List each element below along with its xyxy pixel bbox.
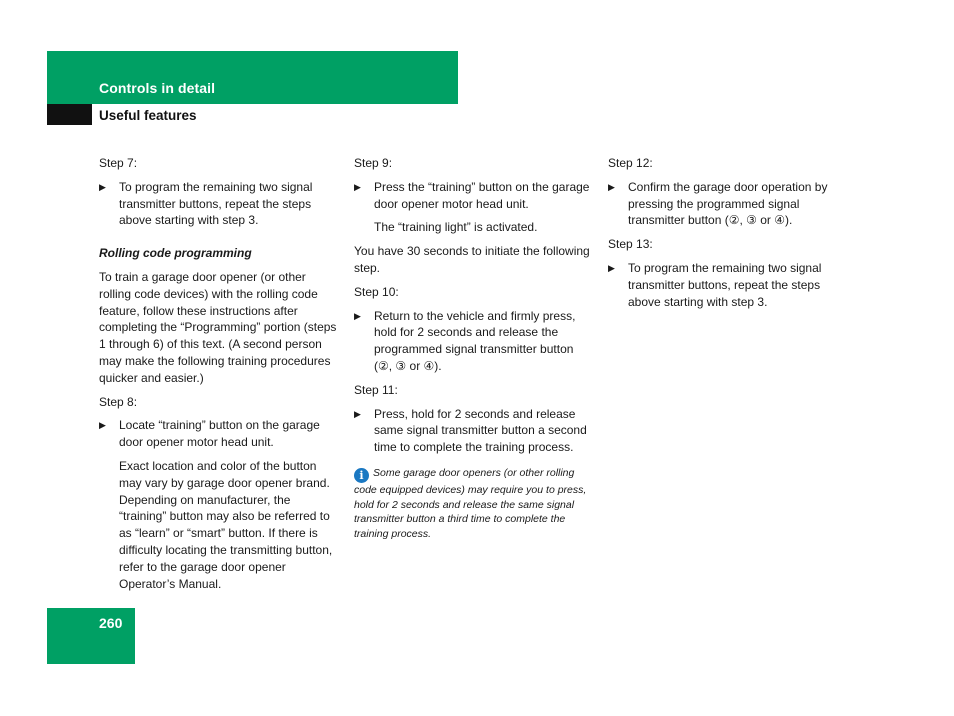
column-1 — [99, 155, 339, 599]
step-12-label: Step 12: — [608, 156, 653, 170]
step-10-label: Step 10: — [354, 284, 399, 299]
step-9-instruction — [354, 179, 594, 213]
step-9-text: Press the “training” button on the garage door opener motor head unit. — [374, 179, 590, 211]
step-9-label: Step 9: — [354, 156, 393, 170]
subsection-title: Useful features — [99, 108, 197, 123]
column-2 — [354, 155, 594, 541]
step-13-text: To program the remaining two signal transmitter buttons, repeat the steps above starting with step 3. — [628, 260, 822, 309]
step-8-text: Locate “training” button on the garage door opener motor head unit. — [119, 418, 320, 450]
bullet-arrow-icon: ▶ — [99, 181, 106, 192]
step-7-instruction — [99, 179, 339, 229]
step-7-text: To program the remaining two signal transmitter buttons, repeat the steps above starting with step 3. — [119, 179, 313, 228]
bullet-arrow-icon: ▶ — [354, 408, 361, 419]
step-13-label: Step 13: — [608, 237, 653, 252]
step-10-text: Return to the vehicle and firmly press, hold for 2 seconds and release the programmed signal transmitter button (②, ③ or ④). — [374, 308, 576, 373]
step-12-text: Confirm the garage door operation by pressing the programmed signal transmitter button (②, ③ or ④). — [628, 179, 828, 228]
step-11-text: Press, hold for 2 seconds and release same signal transmitter button a second time to complete the training process. — [374, 406, 587, 455]
header-band — [47, 51, 458, 104]
column-3 — [608, 155, 848, 317]
step-9-detail: The “training light” is activated. — [374, 220, 538, 235]
bullet-arrow-icon: ▶ — [354, 310, 361, 321]
seconds-text: You have 30 seconds to initiate the following step. — [354, 244, 590, 275]
bullet-arrow-icon: ▶ — [608, 181, 615, 192]
step-11-label: Step 11: — [354, 382, 398, 397]
section-marker — [47, 104, 92, 125]
step-10-instruction — [354, 308, 594, 375]
step-11-instruction — [354, 406, 594, 456]
bullet-arrow-icon: ▶ — [99, 420, 106, 431]
info-icon: i — [354, 468, 369, 483]
bullet-arrow-icon: ▶ — [608, 262, 615, 273]
page-number: 260 — [99, 615, 123, 631]
step-8-label: Step 8: — [99, 394, 138, 409]
rolling-code-intro: To train a garage door opener (or other rolling code devices) with the rolling code feature, follow these instructions after completing the “Programming” portion (steps 1 through 6) of this text. (A second person may make the following training procedures quicker and easier.) — [99, 269, 337, 385]
bullet-arrow-icon: ▶ — [354, 181, 361, 192]
step-13-instruction — [608, 260, 848, 310]
step-8-instruction — [99, 417, 339, 451]
step-12-instruction — [608, 179, 848, 229]
info-note — [354, 466, 594, 541]
info-note-text: Some garage door openers (or other rolling code equipped devices) may require you to press, hold for 2 seconds and release the same signal transmitter button a third time to complete the training process. — [354, 466, 587, 540]
section-title: Controls in detail — [99, 80, 216, 96]
step-7-label: Step 7: — [99, 156, 138, 170]
rolling-code-heading: Rolling code programming — [99, 246, 252, 261]
step-8-detail: Exact location and color of the button may vary by garage door opener brand. Depending on manufacturer, the “training” button may also be referred to as “learn” or “smart” button. If there is difficulty locating the transmitting button, refer to the garage door opener Operator’s Manual. — [119, 458, 333, 591]
